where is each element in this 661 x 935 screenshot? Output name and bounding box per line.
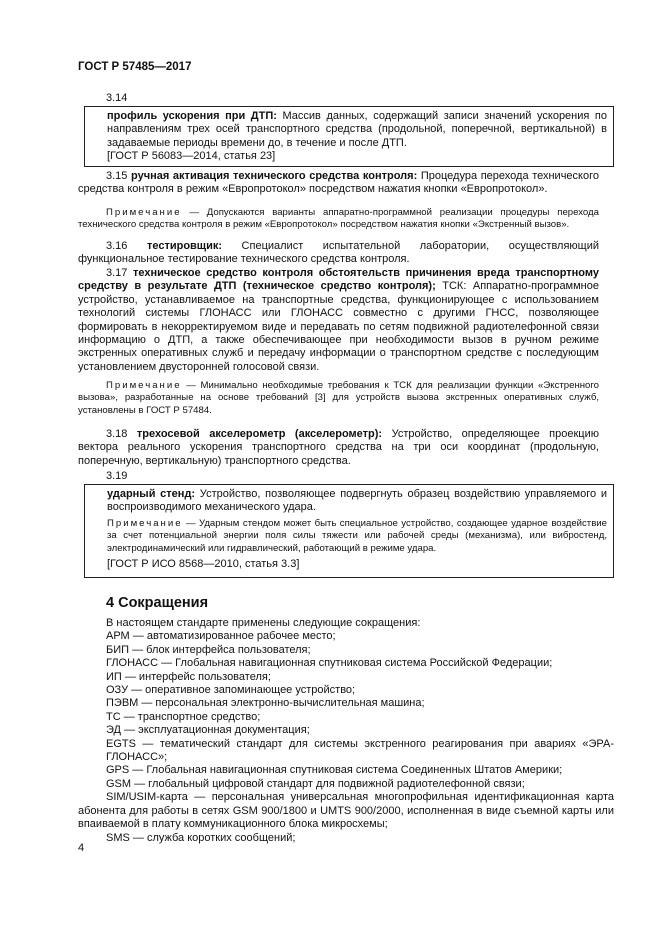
term-3-19: [107, 488, 607, 515]
list-item: GPS — Глобальная навигационная спутниковая система Соединенных Штатов Америки;: [106, 764, 563, 777]
term-number-3-14: 3.14: [106, 92, 128, 104]
term-definition: Устройство, определяющее проекцию вектора реального ускорения транспортного средства на три оси координат (продольную, поперечную, вертикальную) транспортного средства.: [78, 428, 599, 467]
term-definition: Специалист испытательной лаборатории, осуществляющий функциональное тестирование технического средства контроля.: [78, 240, 599, 266]
term-reference: [ГОСТ Р ИСО 8568—2010, статья 3.3]: [107, 558, 300, 571]
term-number-3-19: 3.19: [106, 470, 128, 482]
term-definition: Процедура перехода технического средства контроля в режим «Европротокол» посредством нажатия кнопки «Европротокол».: [78, 170, 599, 196]
list-item: ГЛОНАСС — Глобальная навигационная спутниковая система Российской Федерации;: [106, 657, 553, 670]
term-title: трехосевой акселерометр (акселерометр):: [136, 428, 383, 440]
note-label: Примечание: [107, 517, 183, 529]
term-box-3-19: [84, 484, 614, 578]
list-item: ИП — интерфейс пользователя;: [106, 670, 271, 683]
term-definition: ТСК: Аппаратно-программное устройство, устанавливаемое на транспортные средства, функционирующее с использованием технологий системы ГЛОНАСС или ГЛОНАСС совместно с другими ГНСС, позволяющее формировать в некорректируемом виде и передавать по сетям подвижной радиотелефонной связи информацию о ДТП, а также обеспечивающее при необходимости вызов в ручном режиме экстренных оперативных служб и передачу информации о транспортном средстве с последующим установлением двусторонней голосовой связи.: [78, 280, 599, 373]
term-3-14: [107, 110, 607, 150]
list-item: БИП — блок интерфейса пользователя;: [106, 643, 311, 656]
term-definition: Массив данных, содержащий записи значений ускорения по направлениям трех осей транспортного средства (продольной, поперечной, вертикальной) в задаваемые периоды времени до, в течение и после ДТП.: [107, 110, 608, 149]
term-reference: [ГОСТ Р 56083—2014, статья 23]: [107, 150, 276, 163]
list-item: ПЭВМ — персональная электронно-вычислительная машина;: [106, 697, 425, 710]
term-number: 3.17: [106, 267, 128, 279]
term-title: ручная активация технического средства контроля:: [131, 170, 418, 182]
note-3-17: [78, 380, 599, 417]
term-3-16: [78, 240, 599, 267]
note-3-19: [107, 518, 607, 555]
term-box-3-14: [84, 106, 614, 167]
note-text: — Допускаются варианты аппаратно-программной реализации процедуры перехода технического средства контроля в режим «Европротокол» посредством нажатия кнопки «Экстренный вызов».: [78, 207, 599, 231]
term-title: техническое средство контроля обстоятельств причинения вреда транспортному средству в результате ДТП (техническое средство контроля);: [78, 267, 599, 293]
list-intro: В настоящем стандарте применены следующие сокращения:: [106, 617, 421, 629]
term-number: 3.15: [106, 170, 128, 182]
term-definition: Устройство, позволяющее подвергнуть образец воздействию управляемого и воспроизводимого механического удара.: [107, 488, 607, 514]
term-number: 3.18: [106, 428, 128, 440]
term-number: 3.16: [106, 240, 128, 252]
list-item: SIM/USIM-карта — персональная универсальная многопрофильная идентификационная карта абонента для работы в сетях GSM 900/1800 и UMTS 900/2000, исполненная в виде съемной карты или впаиваемой в плату коммуникационного блока микросхемы;: [78, 791, 614, 831]
note-label: Примечание: [106, 207, 182, 218]
list-item: SMS — служба коротких сообщений;: [106, 831, 296, 844]
section-heading: 4 Сокращения: [106, 595, 209, 611]
list-item: GSM — глобальный цифровой стандарт для подвижной радиотелефонной связи;: [106, 777, 525, 790]
note-text: — Минимально необходимые требования к ТСК для реализации функции «Экстренного вызова», разработанные на основе требований [3] для устройств вызова экстренных оперативных служб, установлены в ГОСТ Р 57484.: [78, 380, 599, 416]
list-item: ЭД — эксплуатационная документация;: [106, 724, 310, 737]
note-text: — Ударным стендом может быть специальное устройство, создающее ударное воздействие за счет потенциальной энергии поля силы тяжести или рабочей среды (механизма), или вибростенд, электродинамический или гидравлический, работающий в режиме удара.: [107, 517, 607, 554]
term-3-15: [78, 170, 599, 197]
list-item: ОЗУ — оперативное запоминающее устройство;: [106, 684, 356, 697]
list-item: ТС — транспортное средство;: [106, 710, 261, 723]
term-title: ударный стенд:: [107, 488, 196, 500]
list-item: EGTS — тематический стандарт для системы экстренного реагирования при авариях «ЭРА-ГЛОНАСС»;: [106, 737, 614, 764]
term-3-18: [78, 428, 599, 468]
page-number: 4: [78, 842, 85, 854]
term-title: тестировщик:: [146, 240, 223, 252]
page-header: ГОСТ Р 57485—2017: [78, 61, 192, 73]
term-3-17: [78, 267, 599, 374]
note-label: Примечание: [106, 380, 182, 391]
list-item: АРМ — автоматизированное рабочее место;: [106, 630, 336, 643]
abbreviation-list: [78, 617, 614, 845]
note-3-15: [78, 207, 599, 232]
term-title: профиль ускорения при ДТП:: [107, 110, 277, 122]
